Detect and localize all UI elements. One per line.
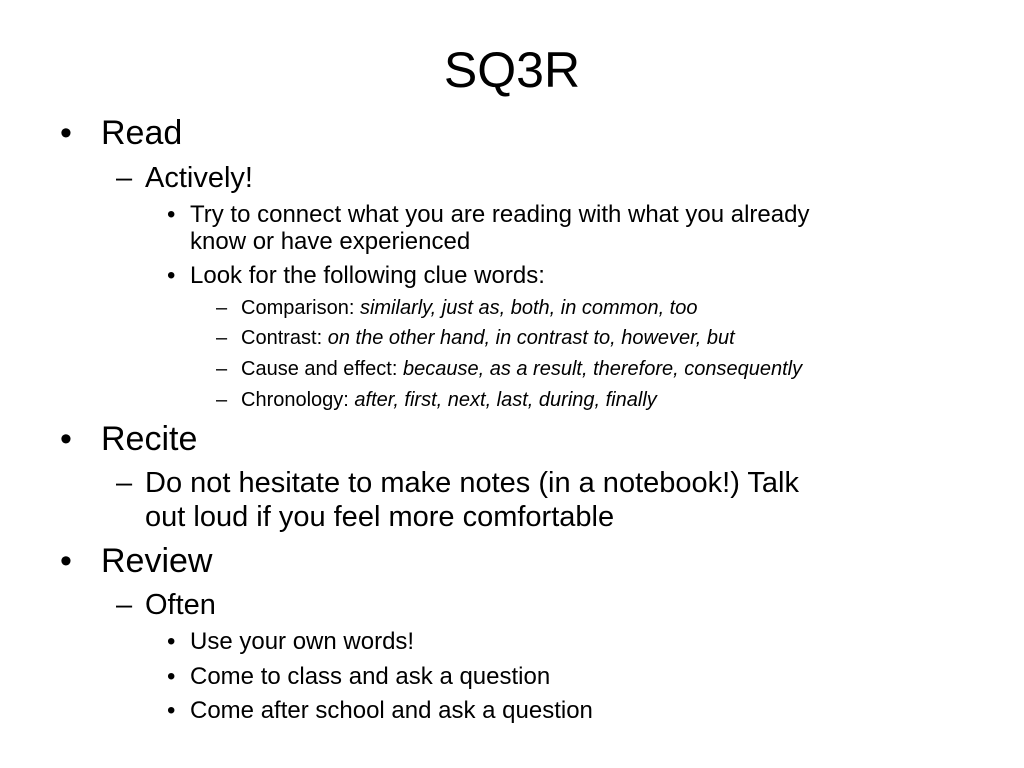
dash-marker: – bbox=[216, 327, 228, 349]
dash-marker: – bbox=[116, 467, 133, 499]
clue-cause-effect bbox=[241, 357, 802, 381]
heading-read: Read bbox=[101, 114, 183, 152]
heading-review: Review bbox=[101, 542, 213, 580]
item-connect-line1: Try to connect what you are reading with what you already bbox=[190, 201, 810, 228]
item-actively: Actively! bbox=[145, 162, 253, 194]
bullet-marker: • bbox=[167, 262, 176, 289]
clue-chronology bbox=[241, 388, 657, 412]
heading-recite: Recite bbox=[101, 420, 198, 458]
bullet-marker: • bbox=[60, 420, 72, 458]
clue-cause-effect-label: Cause and effect: bbox=[241, 358, 398, 380]
item-come-to-class: Come to class and ask a question bbox=[190, 663, 551, 690]
clue-comparison-label: Comparison: bbox=[241, 297, 355, 319]
clue-comparison-examples: similarly, just as, both, in common, too bbox=[359, 297, 698, 319]
item-clue-words: Look for the following clue words: bbox=[190, 262, 545, 289]
clue-chronology-label: Chronology: bbox=[241, 389, 349, 411]
clue-chronology-examples: after, first, next, last, during, finally bbox=[354, 389, 657, 411]
dash-marker: – bbox=[116, 589, 133, 621]
clue-comparison bbox=[241, 296, 697, 320]
bullet-marker: • bbox=[167, 628, 176, 655]
clue-cause-effect-examples: because, as a result, therefore, consequently bbox=[402, 358, 803, 380]
clue-contrast-examples: on the other hand, in contrast to, however, but bbox=[327, 327, 735, 349]
dash-marker: – bbox=[216, 297, 228, 319]
item-own-words: Use your own words! bbox=[190, 628, 415, 655]
bullet-marker: • bbox=[167, 697, 176, 724]
bullet-marker: • bbox=[167, 201, 176, 228]
item-connect-line2: know or have experienced bbox=[190, 228, 471, 255]
item-notes-line2: out loud if you feel more comfortable bbox=[145, 501, 615, 533]
slide-title: SQ3R bbox=[443, 42, 581, 98]
item-often: Often bbox=[145, 589, 216, 621]
dash-marker: – bbox=[116, 162, 133, 194]
dash-marker: – bbox=[216, 358, 228, 380]
bullet-marker: • bbox=[60, 114, 72, 152]
item-after-school: Come after school and ask a question bbox=[190, 697, 593, 724]
item-notes-line1: Do not hesitate to make notes (in a notebook!) Talk bbox=[145, 467, 799, 499]
dash-marker: – bbox=[216, 389, 228, 411]
bullet-marker: • bbox=[167, 663, 176, 690]
bullet-marker: • bbox=[60, 542, 72, 580]
clue-contrast-label: Contrast: bbox=[241, 327, 323, 349]
clue-contrast bbox=[241, 326, 735, 350]
